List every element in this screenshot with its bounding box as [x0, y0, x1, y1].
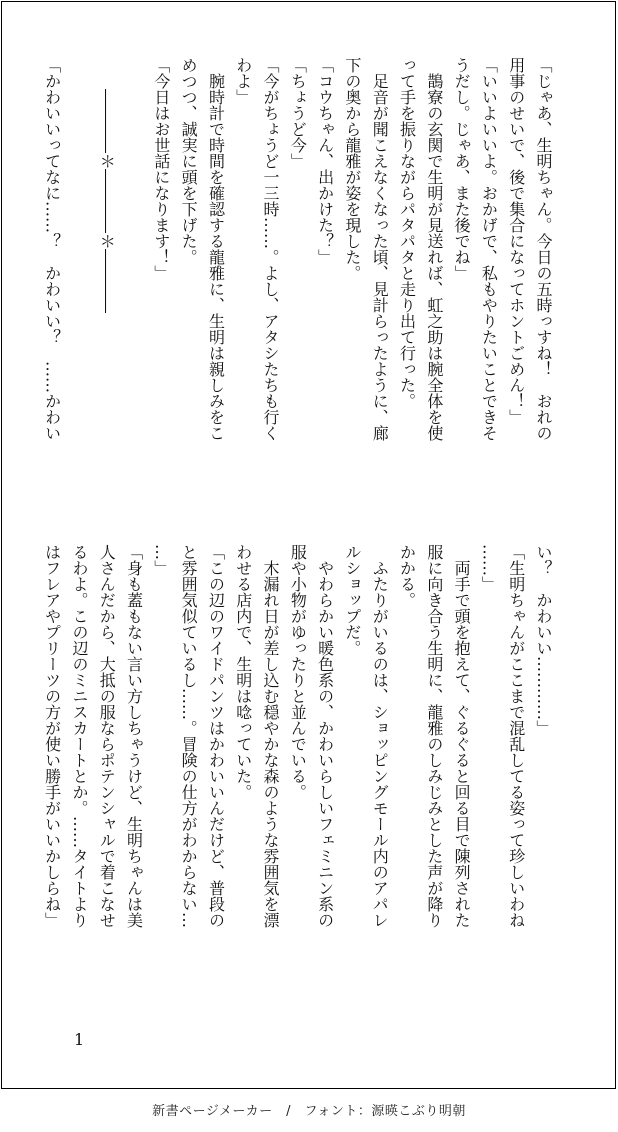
text-line: って手を振りながらパタパタと走り出て行った。 — [397, 57, 417, 409]
text-line: と雰囲気似ているし……。冒険の仕方がわからない… — [179, 544, 199, 928]
text-line: 下の奥から龍雅が姿を現した。 — [342, 57, 362, 281]
text-line: わよ」 — [233, 57, 253, 105]
text-line: 「この辺のワイドパンツはかわいいんだけど、普段の — [206, 544, 226, 928]
text-line: 「今日はお世話になります！」 — [151, 57, 171, 281]
text-line: かかる。 — [397, 544, 417, 608]
upper-text-block — [42, 57, 557, 515]
text-line: 「生明ちゃんがここまで混乱してる姿って珍しいわね — [506, 544, 526, 928]
text-line: はフレアやプリーツの方が使い勝手がいいかしらね」 — [42, 544, 62, 928]
text-line: ルショップだ。 — [342, 544, 362, 656]
text-line — [120, 57, 147, 515]
text-line: 腕時計で時間を確認する龍雅に、生明は親しみをこ — [206, 57, 226, 441]
text-line — [66, 57, 93, 515]
text-line: 鵲寮の玄関で生明が見送れば、虹之助は腕全体を使 — [424, 57, 444, 441]
text-line: 「ちょうど今」 — [288, 57, 308, 169]
text-line: ふたりがいるのは、ショッピングモール内のアパレ — [370, 544, 390, 928]
text-line: ――――＊――――＊―――― — [97, 57, 117, 313]
text-line: 服に向き合う生明に、龍雅のしみじみとした声が降り — [424, 544, 444, 928]
text-line: 「いいよいいよ。おかげで、私もやりたいことできそ — [479, 57, 499, 441]
footer-credit: 新書ページメーカー / フォント：源暎こぶり明朝 — [152, 1104, 466, 1119]
text-line: 用事のせいで、後で集合になってホントごめん！」 — [506, 57, 526, 425]
text-line: めつつ、誠実に頭を下げた。 — [179, 57, 199, 265]
text-line: い？ かわいい…………」 — [534, 544, 553, 736]
lower-text-block — [42, 544, 557, 1000]
text-line: 「じゃあ、生明ちゃん。今日の五時っすね！ おれの — [534, 57, 553, 441]
text-line: …」 — [151, 544, 171, 576]
text-line: 人さんだから、大抵の服ならポテンシャルで着こなせ — [97, 544, 117, 928]
text-line: 「身も蓋もない言い方しちゃうけど、生明ちゃんは美 — [124, 544, 144, 928]
text-line: 両手で頭を抱えて、ぐるぐると回る目で陳列された — [452, 544, 472, 928]
text-line: わせる店内で、生明は唸っていた。 — [233, 544, 253, 800]
text-line: 「今がちょうど一三時……。よし、アタシたちも行く — [261, 57, 281, 441]
text-line: ……」 — [479, 544, 499, 592]
page-number: 1 — [74, 1030, 85, 1049]
text-line: 木漏れ日が差し込む穏やかな森のような雰囲気を漂 — [261, 544, 281, 928]
text-line: 足音が聞こえなくなった頃、見計らったように、廊 — [370, 57, 390, 441]
text-line: うだし。じゃあ、また後でね」 — [452, 57, 472, 281]
text-line: 服や小物がゆったりと並んでいる。 — [288, 544, 308, 800]
text-line: やわらかい暖色系の、かわいらしいフェミニン系の — [315, 544, 335, 928]
text-line: 「かわいいってなに……？ かわいい？ ……かわい — [42, 57, 62, 441]
book-page — [1, 1, 616, 1089]
text-line: 「コウちゃん、出かけた？」 — [315, 57, 335, 265]
text-line: るわよ。この辺のミニスカートとか。……タイトより — [69, 544, 89, 928]
